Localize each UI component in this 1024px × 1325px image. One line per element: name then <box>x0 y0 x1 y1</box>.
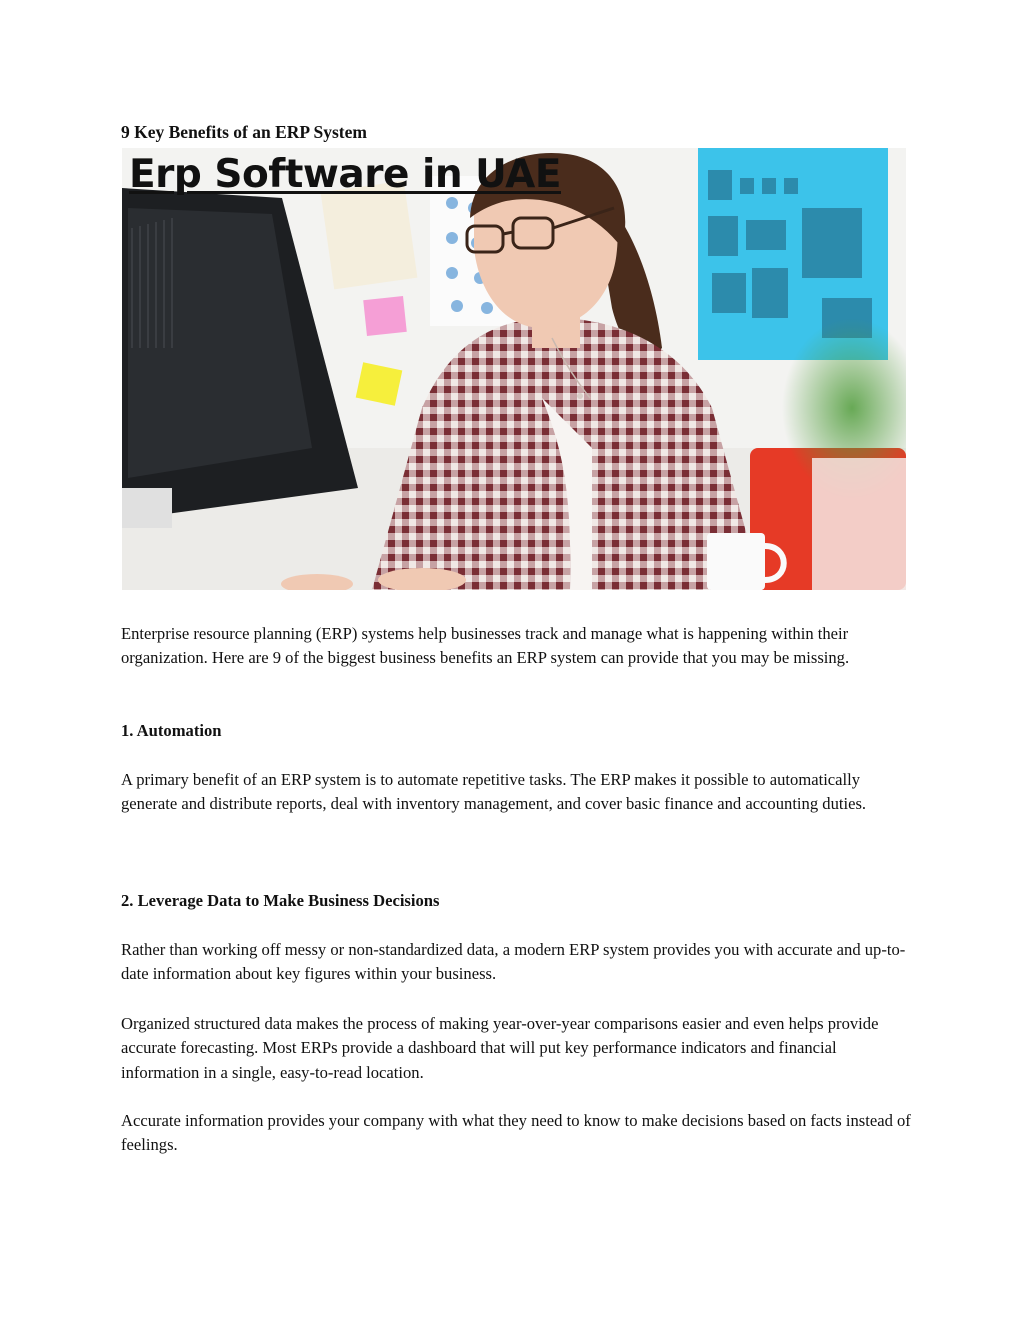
section-heading: 2. Leverage Data to Make Business Decisions <box>121 891 440 910</box>
document-title: 9 Key Benefits of an ERP System <box>121 122 367 142</box>
section-paragraph: Organized structured data makes the process of making year-over-year comparisons easier and even helps provide accurate forecasting. Most ERPs provide a dashboard that will put key performance indicators and financial information in a single, easy-to-read location. <box>121 1014 879 1082</box>
section-heading: 1. Automation <box>121 721 222 740</box>
section-paragraph: A primary benefit of an ERP system is to automate repetitive tasks. The ERP makes it possible to automatically generate and distribute reports, deal with inventory management, and cover basic finance and accounting duties. <box>121 770 867 814</box>
section-paragraph: Accurate information provides your company with what they need to know to make decisions based on facts instead of feelings. <box>121 1111 911 1155</box>
intro-paragraph: Enterprise resource planning (ERP) systems help businesses track and manage what is happening within their organization. Here are 9 of the biggest business benefits an ERP system can provide that you may be missing. <box>121 624 850 668</box>
section-paragraph: Rather than working off messy or non-standardized data, a modern ERP system provides you with accurate and up-to-date information about key figures within your business. <box>121 940 906 984</box>
hero-image <box>122 148 906 590</box>
office-photo-illustration <box>122 148 906 590</box>
image-caption: Erp Software in UAE <box>129 152 561 197</box>
